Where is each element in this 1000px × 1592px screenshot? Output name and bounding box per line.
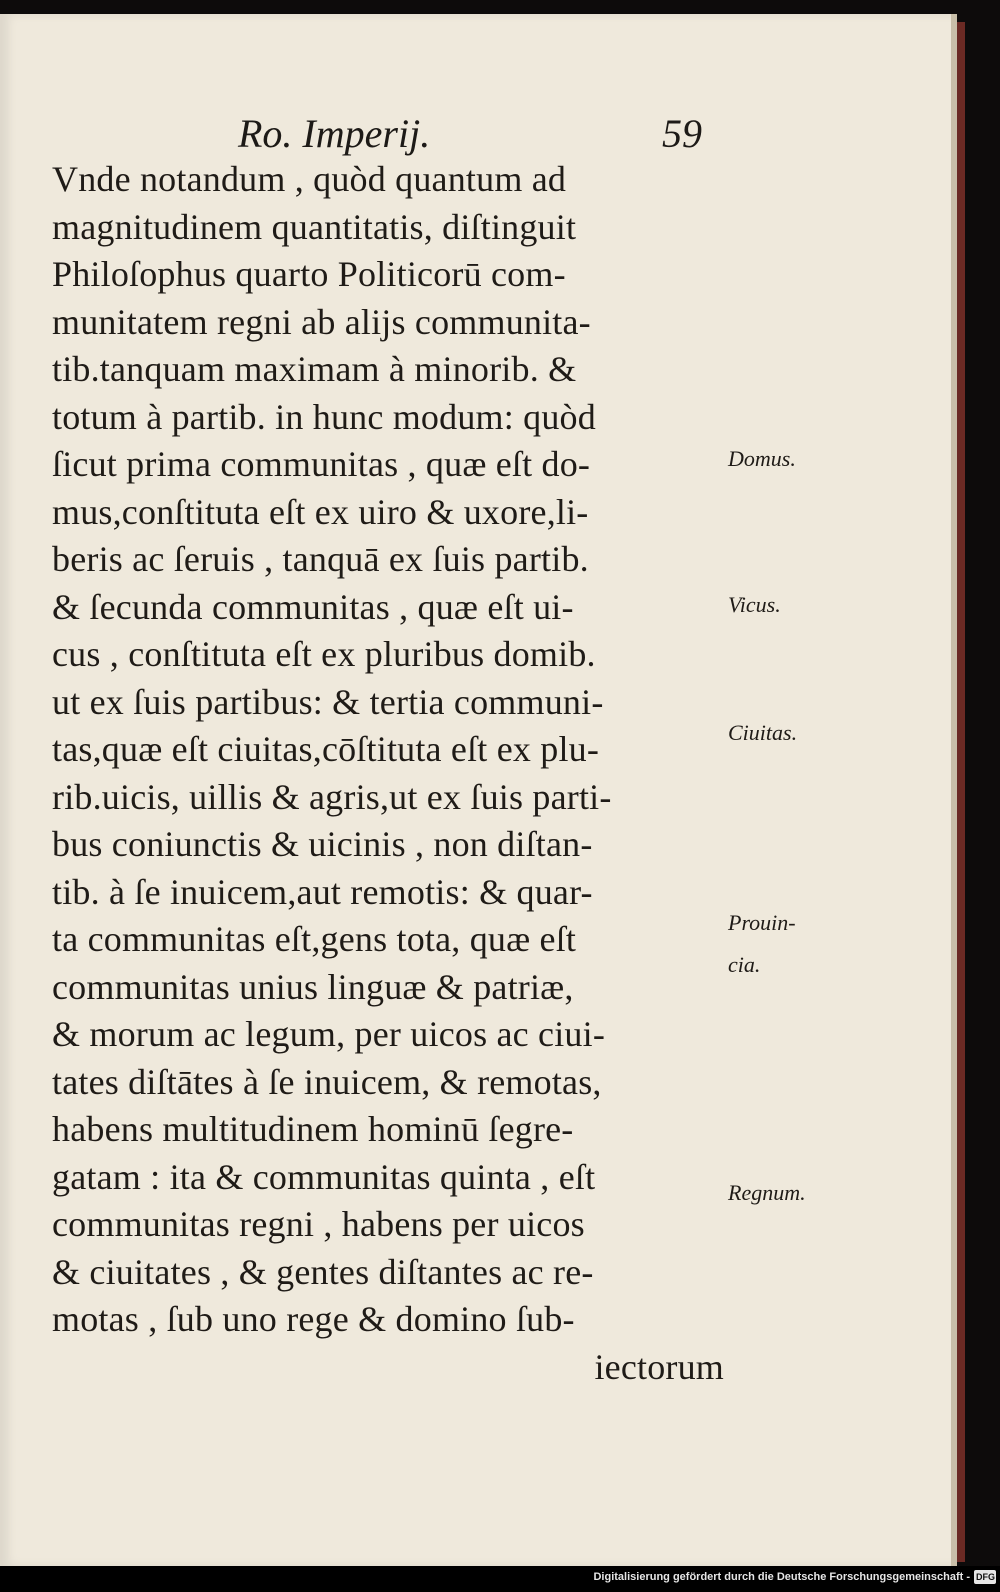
text-line: communitas regni , habens per uicos (52, 1204, 585, 1244)
text-line: magnitudinem quantitatis, diſtinguit (52, 206, 577, 247)
marginal-note-domus: Domus. (728, 446, 796, 471)
marginal-note-regnum: Regnum. (728, 1180, 806, 1205)
running-head (0, 110, 720, 160)
text-line: gatam : ita & communitas quinta , eſt (52, 1156, 596, 1197)
funding-notice: Digitalisierung gefördert durch die Deutsche Forschungsgemeinschaft - (593, 1571, 970, 1583)
marginal-note-vicus: Vicus. (728, 592, 781, 617)
text-line: munitatem regni ab alijs communita- (52, 301, 591, 342)
book-page (0, 14, 957, 1566)
text-line: tas,quæ eſt ciuitas,cōſtituta eſt ex plu- (52, 729, 600, 769)
marginal-note-prouincia-cont: cia. (728, 952, 761, 977)
text-line: & morum ac legum, per uicos ac ciui- (52, 1014, 606, 1054)
text-line: cus , conſtituta eſt ex pluribus domib. (52, 634, 596, 674)
footer-bar (0, 1566, 1000, 1592)
text-line: communitas unius linguæ & patriæ, (52, 966, 574, 1007)
text-line: tib.tanquam maximam à minorib. & (52, 349, 577, 389)
text-line: Vnde notandum , quòd quantum ad (52, 159, 567, 199)
text-line: motas , ſub uno rege & domino ſub- (52, 1299, 575, 1339)
text-line: & ciuitates , & gentes diſtantes ac re- (52, 1251, 594, 1292)
text-line: tates diſtātes à ſe inuicem, & remotas, (52, 1061, 602, 1102)
marginal-note-ciuitas: Ciuitas. (728, 720, 798, 745)
text-line: habens multitudinem hominū ſegre- (52, 1109, 574, 1149)
text-line: beris ac ſeruis , tanquā ex ſuis partib. (52, 539, 589, 579)
text-line: & ſecunda communitas , quæ eſt ui- (52, 586, 574, 627)
running-title: Ro. Imperij. (238, 111, 431, 156)
page-edge (957, 22, 965, 1562)
page-number: 59 (662, 111, 702, 156)
text-line: mus,conſtituta eſt ex uiro & uxore,li- (52, 491, 589, 532)
marginal-note-prouincia: Prouin- (728, 910, 796, 935)
text-line: totum à partib. in hunc modum: quòd (52, 396, 596, 437)
main-text-block (52, 156, 732, 1391)
text-line: Philoſophus quarto Politicorū com- (52, 254, 566, 294)
text-line: ſicut prima communitas , quæ eſt do- (52, 444, 591, 484)
text-line: tib. à ſe inuicem,aut remotis: & quar- (52, 871, 593, 912)
text-line: rib.uicis, uillis & agris,ut ex ſuis parti- (52, 776, 612, 817)
text-line: bus coniunctis & uicinis , non diſtan- (52, 824, 593, 864)
catchword: iectorum (594, 1346, 724, 1387)
text-line: ut ex ſuis partibus: & tertia communi- (52, 681, 604, 722)
dfg-logo-text: DFG (976, 1572, 995, 1582)
dfg-logo-icon (974, 1570, 996, 1584)
text-line: ta communitas eſt,gens tota, quæ eſt (52, 919, 577, 959)
